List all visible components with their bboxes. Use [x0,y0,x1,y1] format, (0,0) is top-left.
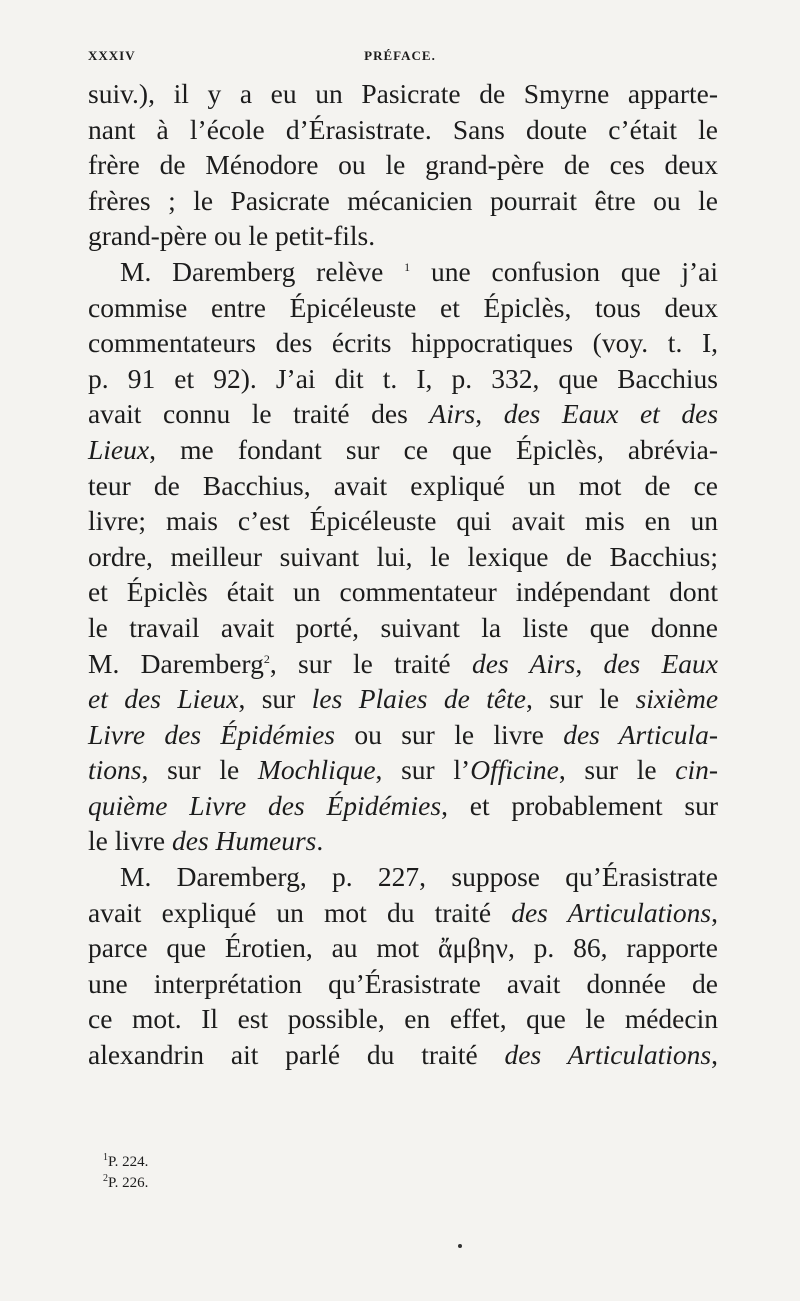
italic-title: cin- [675,754,719,786]
text-line: M. Daremberg$^2$, sur le traité des Airs, des Eaux [88,647,719,679]
italic-title: des Airs [471,647,576,679]
text-line: quième Livre des Épidémies, et probablement sur [88,789,719,821]
text-span: me fondant sur ce que Épiclès, abrévia- [180,433,719,465]
text-line: teur de Bacchius, avait expliqué un mot de ce [88,469,718,501]
footnote-mark: 2 [103,1173,108,1184]
text-span: M. Daremberg [88,647,264,679]
italic-title: des Eaux [603,647,719,679]
text-line: tions, sur le Mochlique, sur l’Officine, sur le cin- [88,754,719,786]
text-span: une confusion que j’ai [431,255,718,287]
text-line: p. 91 et 92). J’ai dit t. I, p. 332, que Bacchius [88,362,718,394]
footnote-text: P. 226. [108,1175,149,1191]
text-span: sur le [167,754,240,786]
text-span: alexandrin ait parlé du traité [88,1039,478,1071]
italic-title: tions [88,754,142,786]
text-line: le livre des Humeurs. [88,825,324,857]
text-span: sur [261,683,296,715]
ink-dot [458,1244,462,1248]
italic-title: des Articulations [504,1039,712,1071]
page-number: XXXIV [88,48,136,63]
text-line: grand-père ou le petit-fils. [88,220,376,252]
italic-title: quième Livre des Épidémies [88,789,442,821]
footnote-ref: 2 [263,651,270,666]
text-line: nant à l’école d’Érasistrate. Sans doute c’était le [88,113,718,145]
italic-title: et des Lieux [88,683,239,715]
text-span: avait connu le traité des [88,398,408,430]
text-span: sur le [584,754,657,786]
running-title: PRÉFACE. [364,48,436,63]
text-span: avait expliqué un mot du traité [88,896,492,928]
running-header [88,48,712,64]
italic-title: Lieux [88,433,150,465]
text-line: M. Daremberg, p. 227, suppose qu’Érasistrate [120,861,718,893]
text-span: et probablement sur [469,789,719,821]
footnotes [103,1152,148,1194]
text-span: sur l’ [401,754,471,786]
text-line: commentateurs des écrits hippocratiques (voy. t. I, [88,327,718,359]
text-line: Lieux, me fondant sur ce que Épiclès, abrévia- [88,433,719,465]
text-span: le livre [88,825,166,857]
italic-title: des Articula- [563,718,719,750]
text-line: livre; mais c’est Épicéleuste qui avait mis en un [88,505,718,537]
footnote [103,1173,148,1194]
text-line: avait connu le traité des Airs, des Eaux et des [88,398,719,430]
italic-title: des Humeurs [172,825,317,857]
text-span: sur le [549,683,620,715]
text-line: ordre, meilleur suivant lui, le lexique de Bacchius; [88,540,718,572]
text-line: et Épiclès était un commentateur indépendant dont [88,576,718,608]
text-line: une interprétation qu’Érasistrate avait donnée de [88,967,718,999]
text-line: suiv.), il y a eu un Pasicrate de Smyrne apparte- [88,78,718,109]
text-line: parce que Érotien, au mot ἄμβην, p. 86, rapporte [88,932,718,964]
footnote [103,1152,148,1173]
text-line: commise entre Épicéleuste et Épiclès, tous deux [88,291,718,323]
italic-title: Officine [470,754,559,786]
text-line: avait expliqué un mot du traité des Articulations, [88,896,718,928]
text-line: ce mot. Il est possible, en effet, que le médecin [88,1003,718,1035]
footnote-text: P. 224. [108,1154,149,1170]
italic-title: Mochlique [257,754,376,786]
text-line: frères ; le Pasicrate mécanicien pourrait être ou le [88,184,718,216]
footnote-ref: 1 [404,259,411,274]
italic-title: Livre des Épidémies [88,718,335,750]
italic-title: Airs [429,398,476,430]
text-line [88,717,718,753]
text-line: et des Lieux, sur les Plaies de tête, sur le sixième [88,683,719,715]
body-text [88,76,718,1073]
text-line: le travail avait porté, suivant la liste que donne [88,611,718,643]
text-line: alexandrin ait parlé du traité des Articulations, [88,1039,718,1071]
footnote-mark: 1 [103,1152,108,1163]
italic-title: des Articulations [511,896,712,928]
text-span: sur le traité [298,647,451,679]
text-span: M. Daremberg relève [120,255,384,287]
italic-title: les Plaies de tête [311,683,526,715]
text-span: ou sur le livre [354,718,544,750]
italic-title: sixième [635,683,719,715]
text-line: frère de Ménodore ou le grand-père de ces deux [88,149,718,181]
text-line [88,254,718,290]
italic-title: des Eaux et des [503,398,719,430]
